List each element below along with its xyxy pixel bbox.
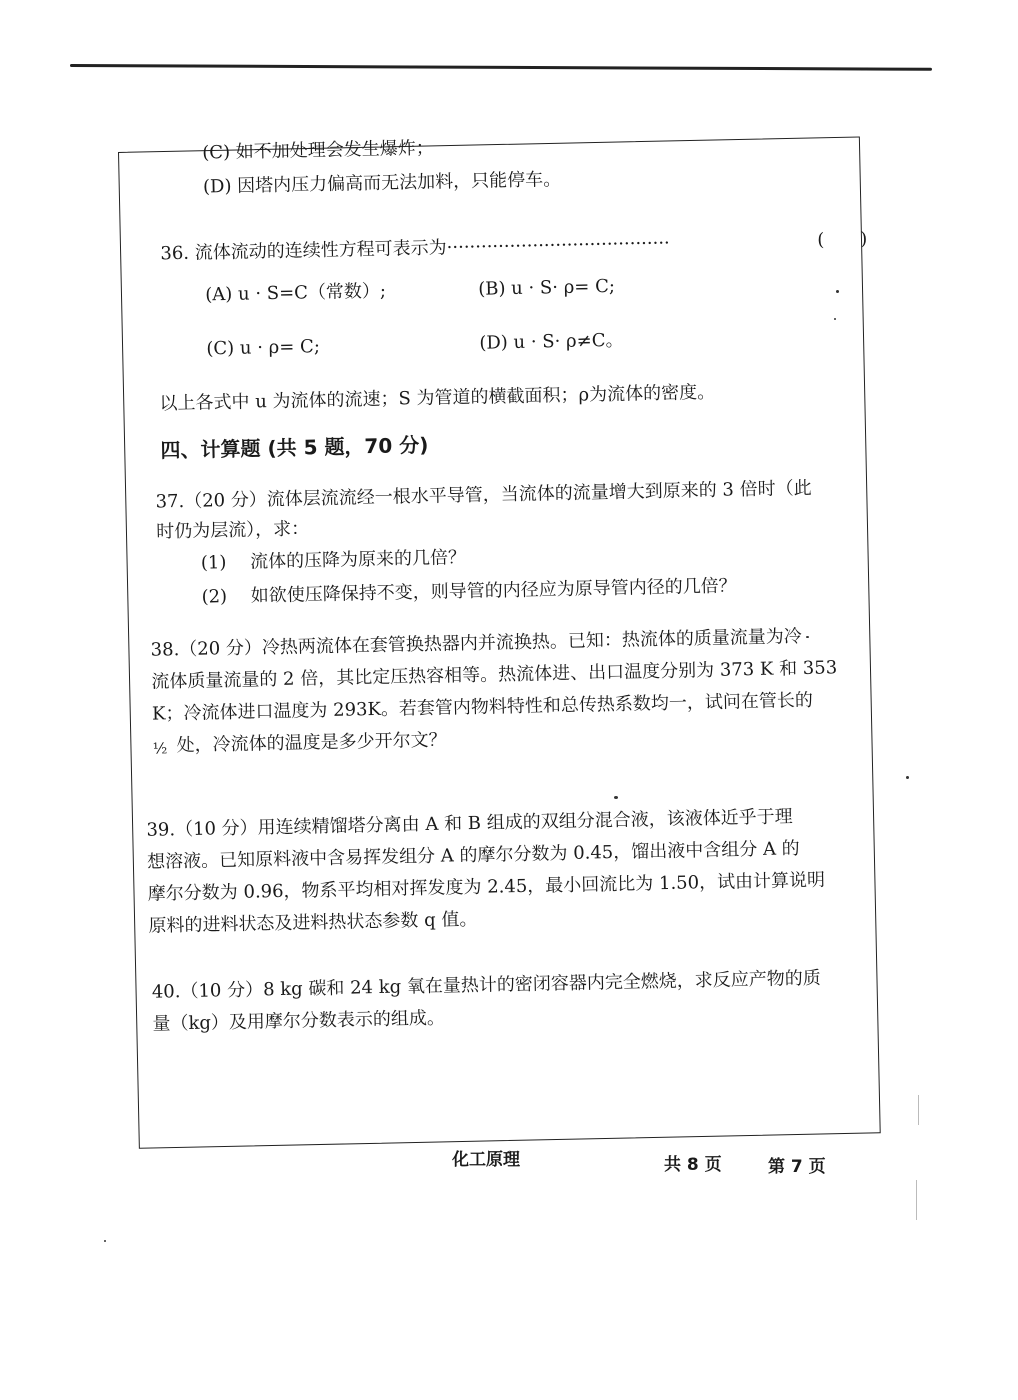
q38-fraction: ½ bbox=[152, 739, 168, 758]
q38-line-1: 38.（20 分）冷热两流体在套管换热器内并流换热。已知：热流体的质量流量为冷 bbox=[150, 626, 803, 661]
q37-line-2: 时仍为层流），求： bbox=[155, 518, 310, 543]
section-heading: 四、计算题 (共 5 题，70 分) bbox=[160, 432, 429, 463]
q36-note: 以上各式中 u 为流体的流速；S 为管道的横截面积；ρ为流体的密度。 bbox=[159, 381, 716, 415]
scan-speck bbox=[806, 636, 809, 638]
scan-speck bbox=[834, 318, 836, 320]
scan-mark bbox=[916, 1180, 917, 1220]
q36-stem: 36. 流体流动的连续性方程可表示为······································· bbox=[160, 232, 670, 265]
q35-option-d: (D) 因塔内压力偏高而无法加料，只能停车。 bbox=[202, 168, 562, 198]
q37-sub-2: (2) 如欲使压降保持不变，则导管的内径应为原导管内径的几倍？ bbox=[201, 575, 737, 608]
q40-line-1: 40.（10 分）8 kg 碳和 24 kg 氧在量热计的密闭容器内完全燃烧，求反应产物的质 bbox=[151, 967, 822, 1003]
q38-line-4: 处，冷流体的温度是多少开尔文？ bbox=[176, 729, 447, 757]
q39-line-4: 原料的进料状态及进料热状态参数 q 值。 bbox=[148, 908, 478, 937]
q38-line-2: 流体质量流量的 2 倍，其比定压热容相等。热流体进、出口温度分别为 373 K 和 353 bbox=[151, 657, 838, 693]
q36-option-d: (D) u · S· ρ≠C。 bbox=[479, 329, 624, 354]
footer-total-pages: 共 8 页 bbox=[664, 1155, 722, 1175]
q39-line-3: 摩尔分数为 0.96，物系平均相对挥发度为 2.45，最小回流比为 1.50，试由计算说明 bbox=[147, 869, 826, 905]
q36-option-c: (C) u · ρ= C; bbox=[206, 336, 321, 360]
q38-line-3: K；冷流体进口温度为 293K。若套管内物料特性和总传热系数均一，试问在管长的 bbox=[151, 689, 814, 725]
q40-line-2: 量（kg）及用摩尔分数表示的组成。 bbox=[152, 1007, 446, 1035]
scan-speck bbox=[104, 1240, 106, 1242]
footer-subject: 化工原理 bbox=[452, 1150, 520, 1170]
scan-speck bbox=[836, 290, 839, 293]
scan-mark bbox=[918, 1095, 919, 1125]
q35-option-c: (C) 如不加处理会发生爆炸； bbox=[202, 137, 435, 164]
q36-answer-paren: ( ) bbox=[817, 228, 868, 251]
scan-speck bbox=[614, 796, 618, 799]
q39-line-1: 39.（10 分）用连续精馏塔分离由 A 和 B 组成的双组分混合液，该液体近乎于理 bbox=[146, 806, 793, 841]
footer-page-number: 第 7 页 bbox=[768, 1157, 826, 1177]
q39-line-2: 想溶液。已知原料液中含易挥发组分 A 的摩尔分数为 0.45，馏出液中含组分 A 的 bbox=[146, 838, 800, 873]
q36-option-b: (B) u · S· ρ= C; bbox=[477, 275, 616, 300]
q37-sub-1: (1) 流体的压降为原来的几倍？ bbox=[200, 547, 467, 574]
scan-top-rule bbox=[70, 64, 932, 71]
q36-option-a: (A) u · S=C（常数）; bbox=[205, 280, 387, 306]
scan-speck bbox=[906, 776, 909, 779]
q37-line-1: 37.（20 分）流体层流流经一根水平导管，当流体的流量增大到原来的 3 倍时（此 bbox=[155, 477, 812, 513]
